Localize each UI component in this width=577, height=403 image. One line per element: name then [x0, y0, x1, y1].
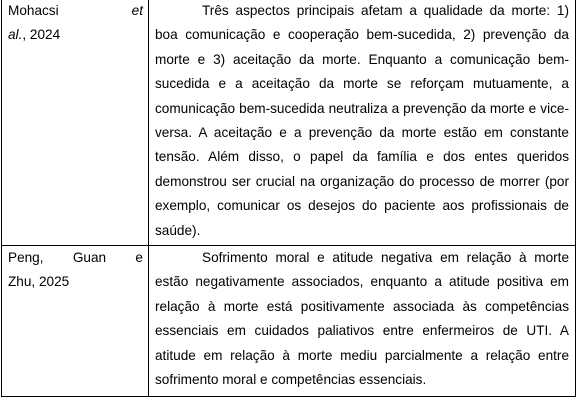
author-name: Mohacsi: [8, 3, 59, 18]
author-cell: [2, 0, 149, 246]
table-row: [2, 246, 576, 397]
author-al: al.: [8, 27, 23, 43]
author-year: , 2024: [22, 27, 61, 43]
finding-cell: [149, 0, 576, 246]
author-cell: [2, 246, 149, 397]
author-et: et: [131, 3, 143, 18]
author-line: [8, 23, 143, 47]
author-line: Zhu, 2025: [8, 274, 70, 290]
table-row: [2, 0, 576, 246]
finding-text: Três aspectos principais afetam a qualidade da morte: 1) boa comunicação e cooperação bem-sucedida, 2) prevenção da morte e 3) aceitação da morte. Enquanto a comunicação bem-sucedida e a aceitação da morte se reforçam mutuamente, a comunicação bem-sucedida neutraliza a prevenção da morte e vice-versa. A aceitação e a prevenção da morte estão em constante tensão. Além disso, o papel da família e dos entes queridos demonstrou ser crucial na organização do processo de morrer (por exemplo, comunicar os desejos do paciente aos profissionais de saúde).: [155, 3, 569, 238]
studies-table: [1, 0, 576, 397]
finding-cell: [149, 246, 576, 397]
author-line: [8, 0, 143, 23]
finding-text: Sofrimento moral e atitude negativa em relação à morte estão negativamente associados, enquanto a atitude positiva em relação à morte está positivamente associada às competências essenciais em cuidados paliativos entre enfermeiros de UTI. A atitude em relação à morte mediu parcialmente a relação entre sofrimento moral e competências essenciais.: [155, 250, 569, 388]
author-line: Peng, Guan e: [8, 250, 143, 265]
